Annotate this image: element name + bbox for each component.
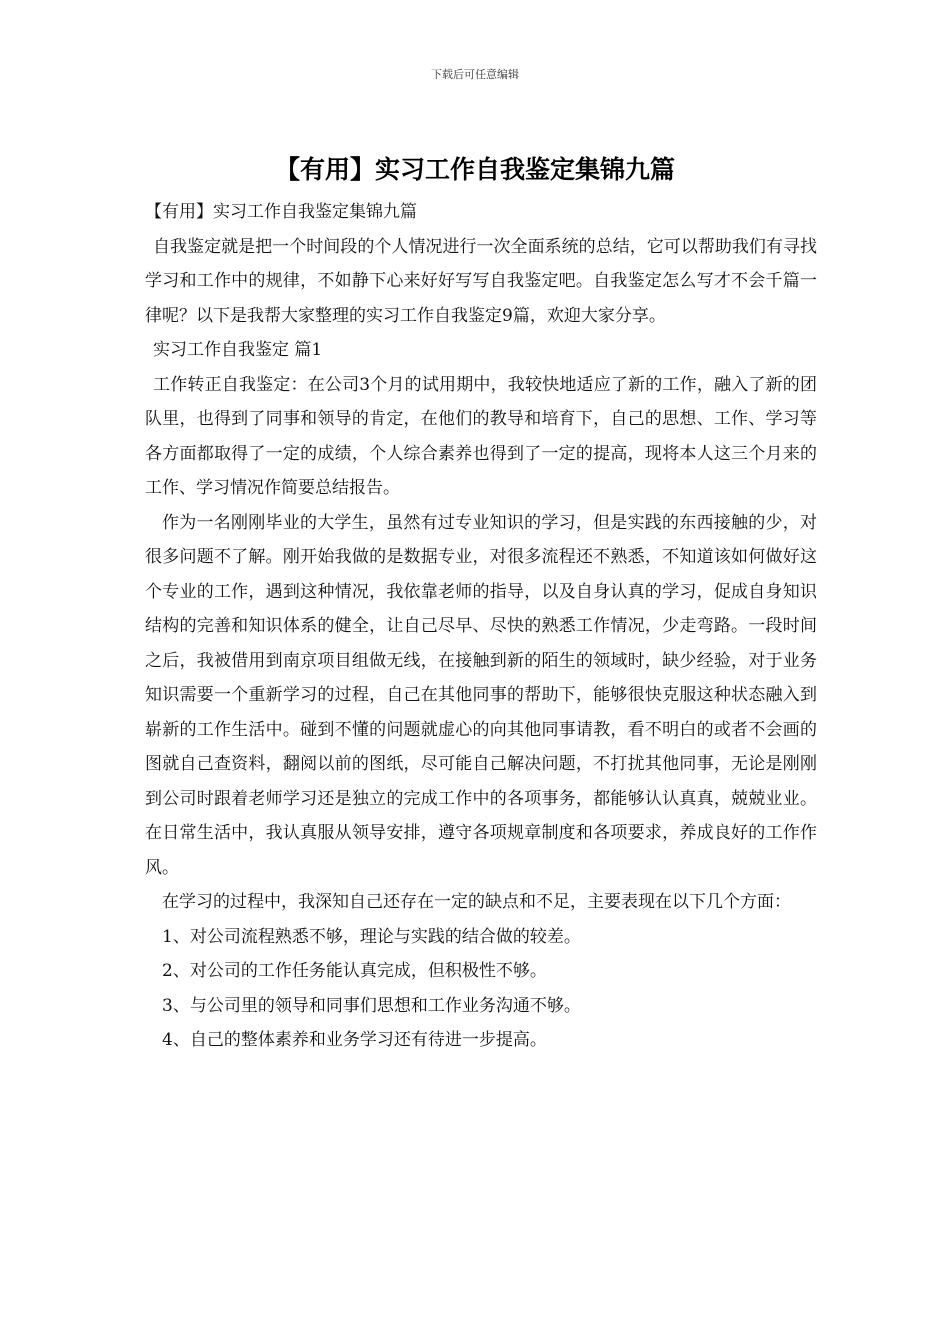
list-item: 4、自己的整体素养和业务学习还有待进一步提高。 xyxy=(162,1030,547,1050)
shortcomings-list xyxy=(145,920,817,1058)
paragraph: 作为一名刚刚毕业的大学生，虽然有过专业知识的学习，但是实践的东西接触的少，对很多问题不了解。刚开始我做的是数据专业，对很多流程还不熟悉，不知道该如何做好这个专业的工作，遇到这种情况，我依靠老师的指导，以及自身认真的学习，促成自身知识结构的完善和知识体系的健全，让自己尽早、尽快的熟悉工作情况，少走弯路。一段时间之后，我被借用到南京项目组做无线，在接触到新的陌生的领域时，缺少经验，对于业务知识需要一个重新学习的过程，自己在其他同事的帮助下，能够很快克服这种状态融入到崭新的工作生活中。碰到不懂的问题就虚心的向其他同事请教，看不明白的或者不会画的图就自己查资料，翻阅以前的图纸，尽可能自己解决问题，不打扰其他同事，无论是刚刚到公司时跟着老师学习还是独立的完成工作中的各项事务，都能够认认真真，兢兢业业。在日常生活中，我认真服从领导安排，遵守各项规章制度和各项要求，养成良好的工作作风。 xyxy=(145,512,817,878)
paragraph: 工作转正自我鉴定：在公司3个月的试用期中，我较快地适应了新的工作，融入了新的团队里，也得到了同事和领导的肯定，在他们的教导和培育下，自己的思想、工作、学习等各方面都取得了一定的成绩，个人综合素养也得到了一定的提高，现将本人这三个月来的工作、学习情况作简要总结报告。 xyxy=(145,374,817,498)
document-body xyxy=(145,195,817,1058)
list-item: 2、对公司的工作任务能认真完成，但积极性不够。 xyxy=(162,961,547,981)
paragraph: 在学习的过程中，我深知自己还存在一定的缺点和不足，主要表现在以下几个方面： xyxy=(162,892,791,912)
list-item: 3、与公司里的领导和同事们思想和工作业务沟通不够。 xyxy=(162,995,581,1016)
section-heading: 实习工作自我鉴定 篇1 xyxy=(153,340,323,360)
subtitle-line: 【有用】实习工作自我鉴定集锦九篇 xyxy=(145,202,417,222)
list-item: 1、对公司流程熟悉不够，理论与实践的结合做的较差。 xyxy=(162,926,581,947)
header-note: 下载后可任意编辑 xyxy=(431,68,519,81)
intro-paragraph: 自我鉴定就是把一个时间段的个人情况进行一次全面系统的总结，它可以帮助我们有寻找学习和工作中的规律，不如静下心来好好写写自我鉴定吧。自我鉴定怎么写才不会千篇一律呢？以下是我帮大家整理的实习工作自我鉴定9篇，欢迎大家分享。 xyxy=(145,236,817,326)
document-title: 【有用】实习工作自我鉴定集锦九篇 xyxy=(274,155,675,184)
